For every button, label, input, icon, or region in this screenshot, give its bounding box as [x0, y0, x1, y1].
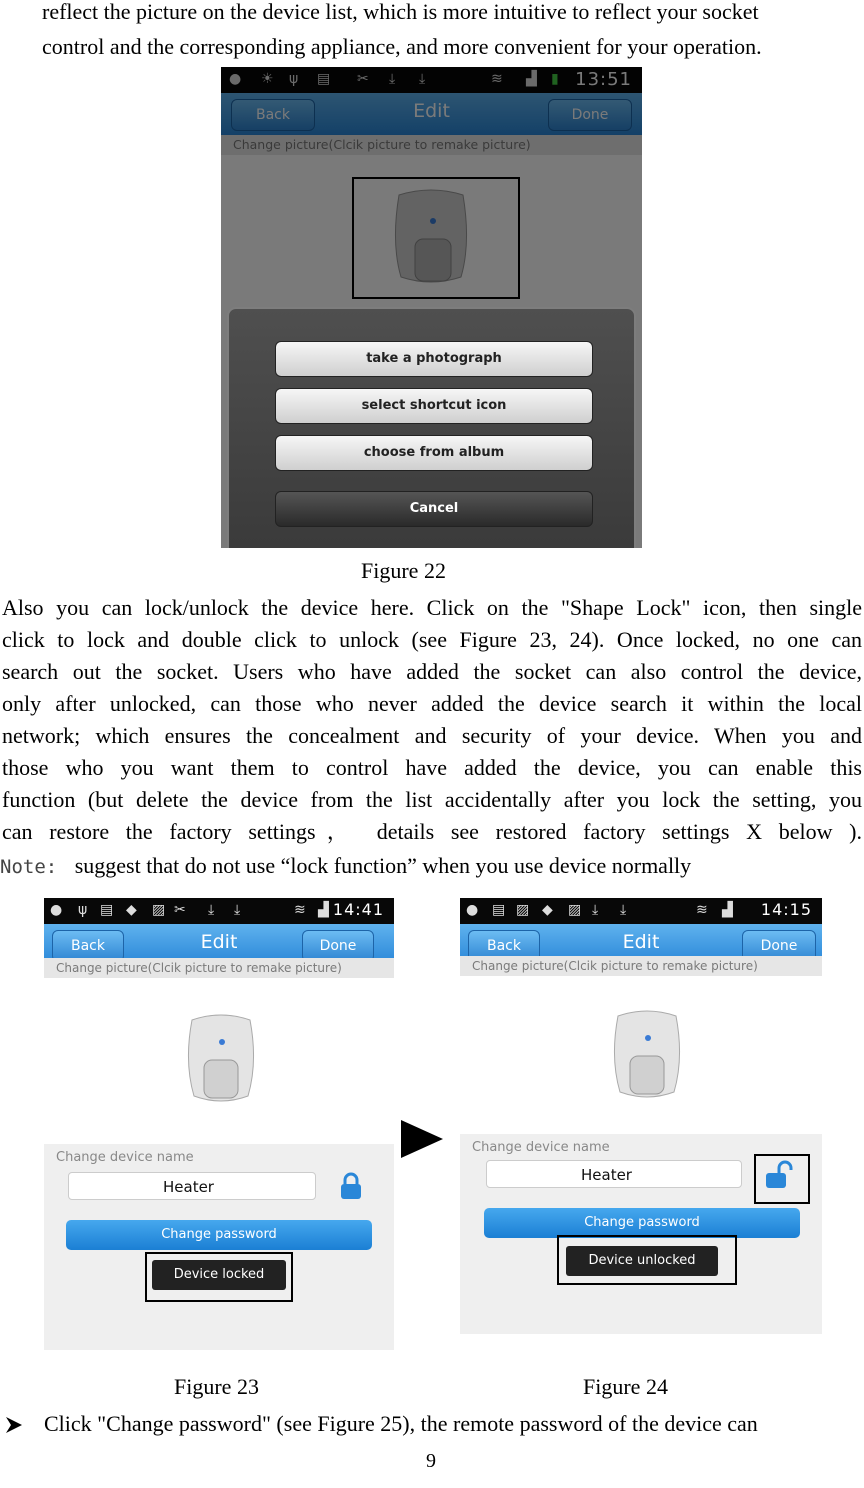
- settings-panel: [44, 1144, 394, 1350]
- note-label: Note:: [0, 856, 58, 878]
- picture-source-dialog: [227, 307, 636, 548]
- arrow-bullet-icon: [6, 1417, 22, 1433]
- device-name-label: Change device name: [56, 1150, 194, 1165]
- status-bar: [460, 898, 822, 924]
- image-icon-2: ▨: [568, 902, 582, 918]
- change-password-button[interactable]: Change password: [66, 1220, 372, 1250]
- download-icon: ⤓: [592, 902, 599, 918]
- android-icon: ●: [50, 902, 63, 918]
- page-title: Edit: [622, 931, 660, 953]
- note-line: [0, 850, 691, 883]
- page-number: 9: [426, 1450, 436, 1472]
- app-icon: ◆: [126, 902, 137, 918]
- change-picture-hint: Change picture(Clcik picture to remake picture): [44, 958, 394, 978]
- para-line-5: network; which ensures the concealment and security of your device. When you and: [2, 723, 862, 748]
- done-button[interactable]: Done: [742, 930, 816, 962]
- android-icon: ●: [466, 902, 479, 918]
- sd-icon: ▤: [100, 902, 114, 918]
- take-photograph-button[interactable]: take a photograph: [275, 341, 593, 377]
- bullet-marker: [6, 1408, 22, 1439]
- clock: 14:15: [760, 900, 812, 919]
- figure-23-caption: Figure 23: [174, 1374, 259, 1399]
- figure-22-caption: Figure 22: [361, 558, 446, 583]
- socket-picture[interactable]: [604, 1006, 690, 1106]
- figure-23-screenshot: [44, 898, 394, 1350]
- usb-icon: ψ: [78, 902, 88, 918]
- para-line-3: search out the socket. Users who have added the socket can also control the device,: [2, 659, 862, 684]
- figure-22-screenshot: [221, 67, 642, 548]
- sd-icon: ▤: [492, 902, 506, 918]
- status-highlight: [145, 1252, 293, 1302]
- para-line-8: can restore the factory settings， details see restored factory settings X below ).: [2, 819, 862, 844]
- download-icon-2: ⤓: [234, 902, 241, 918]
- para-line-1: Also you can lock/unlock the device here. Click on the "Shape Lock" icon, then single: [2, 595, 862, 620]
- para-line-7: function (but delete the device from the list accidentally after you lock the setting, you: [2, 787, 862, 812]
- download-icon-2: ⤓: [620, 902, 627, 918]
- lock-highlight: [754, 1154, 810, 1204]
- para-line-4: only after unlocked, can those who never added the device search it within the local: [2, 691, 862, 716]
- arrow-right-icon: [401, 1120, 443, 1158]
- lock-icon[interactable]: [338, 1172, 364, 1200]
- signal-icon: ▟: [722, 902, 733, 918]
- cancel-button[interactable]: Cancel: [275, 491, 593, 527]
- change-picture-hint: Change picture(Clcik picture to remake picture): [460, 956, 822, 976]
- wifi-icon: ≋: [294, 902, 306, 918]
- status-highlight: [557, 1235, 737, 1285]
- download-icon: ⤓: [208, 902, 215, 918]
- back-button[interactable]: Back: [52, 930, 124, 962]
- status-toast: Device locked: [152, 1260, 286, 1290]
- intro-line-1: reflect the picture on the device list, which is more intuitive to reflect your socket: [42, 0, 759, 24]
- done-button[interactable]: Done: [302, 930, 374, 962]
- tools-icon: ✂: [174, 902, 186, 918]
- device-name-input[interactable]: Heater: [486, 1160, 742, 1188]
- intro-line-2: control and the corresponding appliance, and more convenient for your operation.: [42, 34, 762, 59]
- change-password-button[interactable]: Change password: [484, 1208, 800, 1238]
- wifi-icon: ≋: [696, 902, 708, 918]
- figure-24-screenshot: [460, 898, 822, 1334]
- back-button[interactable]: Back: [468, 930, 540, 962]
- figure-24-caption: Figure 24: [583, 1374, 668, 1399]
- image-icon: ▨: [152, 902, 166, 918]
- signal-icon: ▟: [318, 902, 329, 918]
- status-bar: [44, 898, 394, 924]
- bullet-text: Click "Change password" (see Figure 25), the remote password of the device can: [44, 1411, 758, 1436]
- device-name-label: Change device name: [472, 1140, 610, 1155]
- note-text: suggest that do not use “lock function” when you use device normally: [74, 853, 692, 878]
- image-icon: ▨: [516, 902, 530, 918]
- para-line-2: click to lock and double click to unlock (see Figure 23, 24). Once locked, no one can: [2, 627, 862, 652]
- select-shortcut-icon-button[interactable]: select shortcut icon: [275, 388, 593, 424]
- clock: 14:41: [332, 900, 384, 919]
- page-title: Edit: [200, 931, 238, 953]
- socket-picture[interactable]: [178, 1010, 264, 1110]
- para-line-6: those who you want them to control have added the device, you can enable this: [2, 755, 862, 780]
- choose-from-album-button[interactable]: choose from album: [275, 435, 593, 471]
- status-toast: Device unlocked: [566, 1246, 718, 1276]
- app-icon: ◆: [542, 902, 553, 918]
- device-name-input[interactable]: Heater: [68, 1172, 316, 1200]
